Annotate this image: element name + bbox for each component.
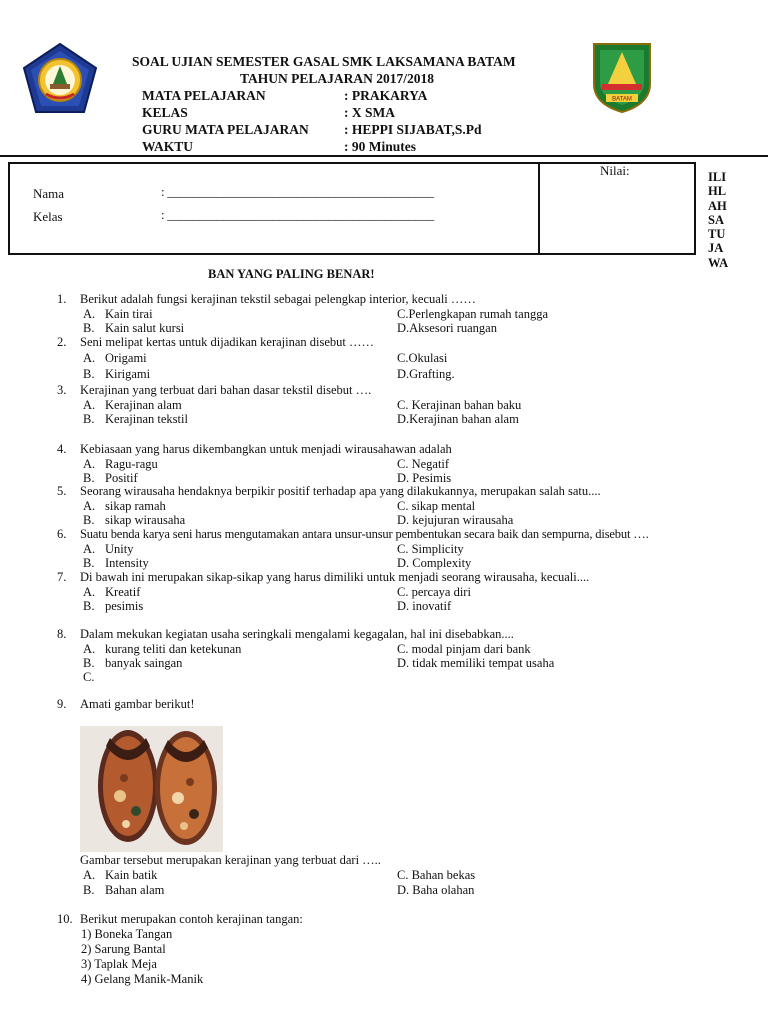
option-letter: B. (83, 412, 95, 426)
list-item: 2) Sarung Bantal (81, 942, 166, 956)
option-text: Kain salut kursi (105, 321, 185, 335)
option-text: Unity (105, 542, 134, 556)
option-a[interactable] (83, 398, 182, 413)
class-value: : X SMA (344, 105, 395, 120)
time-label: WAKTU (142, 139, 194, 154)
option-b[interactable] (83, 883, 164, 898)
question-text: Amati gambar berikut! (80, 697, 195, 711)
option-letter: A. (83, 398, 96, 412)
option-text: sikap wirausaha (105, 513, 186, 527)
identity-box-divider (538, 162, 540, 255)
option-text: pesimis (105, 599, 144, 613)
option-d[interactable]: D.Aksesori ruangan (397, 321, 497, 335)
name-field[interactable]: : ___________________________________________ (161, 184, 434, 199)
question-text: Di bawah ini merupakan sikap-sikap yang harus dimiliki untuk menjadi seorang wirausaha, kecuali.... (80, 570, 590, 584)
option-d[interactable]: D. inovatif (397, 599, 452, 613)
question-number: 10. (57, 912, 73, 926)
option-letter: A. (83, 542, 96, 556)
option-text: Kerajinan tekstil (105, 412, 188, 426)
option-c[interactable]: C.Perlengkapan rumah tangga (397, 307, 548, 321)
option-c[interactable]: C. Bahan bekas (397, 868, 476, 882)
option-letter: A. (83, 307, 96, 321)
option-letter: A. (83, 868, 96, 882)
side-text-line: WA (708, 255, 729, 270)
question-caption: Gambar tersebut merupakan kerajinan yang terbuat dari ….. (80, 853, 381, 867)
option-a[interactable] (83, 585, 140, 600)
side-text-line: AH (708, 198, 727, 213)
option-letter: A. (83, 585, 96, 599)
instruction-fragment (708, 170, 748, 270)
exam-title: SOAL UJIAN SEMESTER GASAL SMK LAKSAMANA BATAM (132, 54, 516, 69)
subject-label: MATA PELAJARAN (142, 88, 266, 103)
option-text: Intensity (105, 556, 149, 570)
option-c[interactable]: C. sikap mental (397, 499, 476, 513)
option-letter: A. (83, 351, 96, 365)
question-number: 6. (57, 527, 67, 541)
question-number: 4. (57, 442, 67, 456)
option-c[interactable]: C.Okulasi (397, 351, 448, 365)
option-letter: B. (83, 471, 95, 485)
option-letter: A. (83, 457, 96, 471)
question-text: Kerajinan yang terbuat dari bahan dasar tekstil disebut …. (80, 383, 372, 397)
option-text: Kain tirai (105, 307, 153, 321)
option-d[interactable]: D. Baha olahan (397, 883, 475, 897)
question-text: Suatu benda karya seni harus mengutamakan antara unsur-unsur pembentukan secara baik dan sempurna, disebut …. (80, 527, 649, 541)
option-letter: B. (83, 321, 95, 335)
question-text: Dalam mekukan kegiatan usaha seringkali mengalami kegagalan, hal ini disebabkan.... (80, 627, 514, 641)
option-c[interactable]: C. Simplicity (397, 542, 464, 556)
option-letter: C. (83, 670, 95, 684)
option-a[interactable] (83, 868, 157, 883)
option-letter: B. (83, 367, 95, 381)
option-letter: B. (83, 599, 95, 613)
option-text: kurang teliti dan ketekunan (105, 642, 242, 656)
option-text: Ragu-ragu (105, 457, 158, 471)
question-number: 5. (57, 484, 67, 498)
time-value: : 90 Minutes (344, 139, 416, 154)
option-c-empty[interactable] (83, 670, 105, 685)
city-emblem-text: BATAM (612, 96, 632, 103)
question-number: 7. (57, 570, 67, 584)
city-emblem (592, 42, 652, 114)
option-text: sikap ramah (105, 499, 166, 513)
option-letter: A. (83, 499, 96, 513)
option-text: Kreatif (105, 585, 141, 599)
question-text: Berikut merupakan contoh kerajinan tangan: (80, 912, 303, 926)
teacher-label: GURU MATA PELAJARAN (142, 122, 309, 137)
name-label: Nama (33, 186, 65, 201)
side-text-line: SA (708, 212, 724, 227)
class-label: KELAS (142, 105, 188, 120)
option-letter: B. (83, 883, 95, 897)
instruction-heading: BAN YANG PALING BENAR! (208, 267, 375, 281)
side-text-line: HL (708, 184, 727, 199)
question-number: 3. (57, 383, 67, 397)
question-text: Berikut adalah fungsi kerajinan tekstil sebagai pelengkap interior, kecuali …… (80, 292, 476, 306)
option-text: Origami (105, 351, 147, 365)
question-text: Seni melipat kertas untuk dijadikan kerajinan disebut …… (80, 335, 375, 349)
option-a[interactable] (83, 542, 133, 557)
option-text: banyak saingan (105, 656, 183, 670)
list-item: 1) Boneka Tangan (81, 927, 173, 941)
score-label: Nilai: (600, 163, 630, 178)
option-letter: B. (83, 513, 95, 527)
school-logo (20, 42, 100, 114)
option-text: Kerajinan alam (105, 398, 182, 412)
option-d[interactable]: D. tidak memiliki tempat usaha (397, 656, 555, 670)
option-text: Bahan alam (105, 883, 165, 897)
side-text-line: JA (708, 241, 724, 256)
option-a[interactable] (83, 307, 153, 322)
option-c[interactable]: C. Kerajinan bahan baku (397, 398, 522, 412)
option-d[interactable]: D. kejujuran wirausaha (397, 513, 514, 527)
option-b[interactable] (83, 513, 185, 528)
side-text-line: ILI (708, 170, 727, 184)
student-class-label: Kelas (33, 209, 63, 224)
question-number: 2. (57, 335, 67, 349)
option-a[interactable] (83, 457, 158, 472)
option-b[interactable] (83, 556, 149, 571)
option-b[interactable] (83, 599, 143, 614)
teacher-value: : HEPPI SIJABAT,S.Pd (344, 122, 482, 137)
option-d[interactable]: D. Pesimis (397, 471, 452, 485)
class-field[interactable]: : ___________________________________________ (161, 207, 434, 222)
option-c[interactable]: C. modal pinjam dari bank (397, 642, 531, 656)
option-a[interactable] (83, 499, 166, 514)
option-letter: B. (83, 556, 95, 570)
option-c[interactable]: C. percaya diri (397, 585, 471, 599)
option-b[interactable] (83, 656, 182, 671)
option-letter: B. (83, 656, 95, 670)
option-a[interactable] (83, 642, 241, 657)
question-text: Kebiasaan yang harus dikembangkan untuk menjadi wirausahawan adalah (80, 442, 452, 456)
batik-slippers-photo (80, 726, 223, 852)
subject-value: : PRAKARYA (344, 88, 428, 103)
option-text: Kain batik (105, 868, 158, 882)
option-text: Kirigami (105, 367, 151, 381)
side-text-line: TU (708, 227, 726, 242)
option-d[interactable]: D.Grafting. (397, 367, 455, 381)
option-d[interactable]: D.Kerajinan bahan alam (397, 412, 519, 426)
option-letter: A. (83, 642, 96, 656)
option-d[interactable]: D. Complexity (397, 556, 472, 570)
header-divider (0, 155, 768, 157)
question-number: 1. (57, 292, 67, 306)
option-a[interactable] (83, 351, 147, 366)
option-b[interactable] (83, 367, 150, 382)
list-item: 3) Taplak Meja (81, 957, 157, 971)
question-number: 9. (57, 697, 67, 711)
question-text: Seorang wirausaha hendaknya berpikir positif terhadap apa yang dilakukannya, merupakan salah satu.... (80, 484, 601, 498)
question-number: 8. (57, 627, 67, 641)
option-b[interactable] (83, 412, 188, 427)
option-c[interactable]: C. Negatif (397, 457, 450, 471)
academic-year: TAHUN PELAJARAN 2017/2018 (240, 71, 435, 86)
list-item: 4) Gelang Manik-Manik (81, 972, 204, 986)
option-b[interactable] (83, 321, 184, 336)
option-text: Positif (105, 471, 138, 485)
